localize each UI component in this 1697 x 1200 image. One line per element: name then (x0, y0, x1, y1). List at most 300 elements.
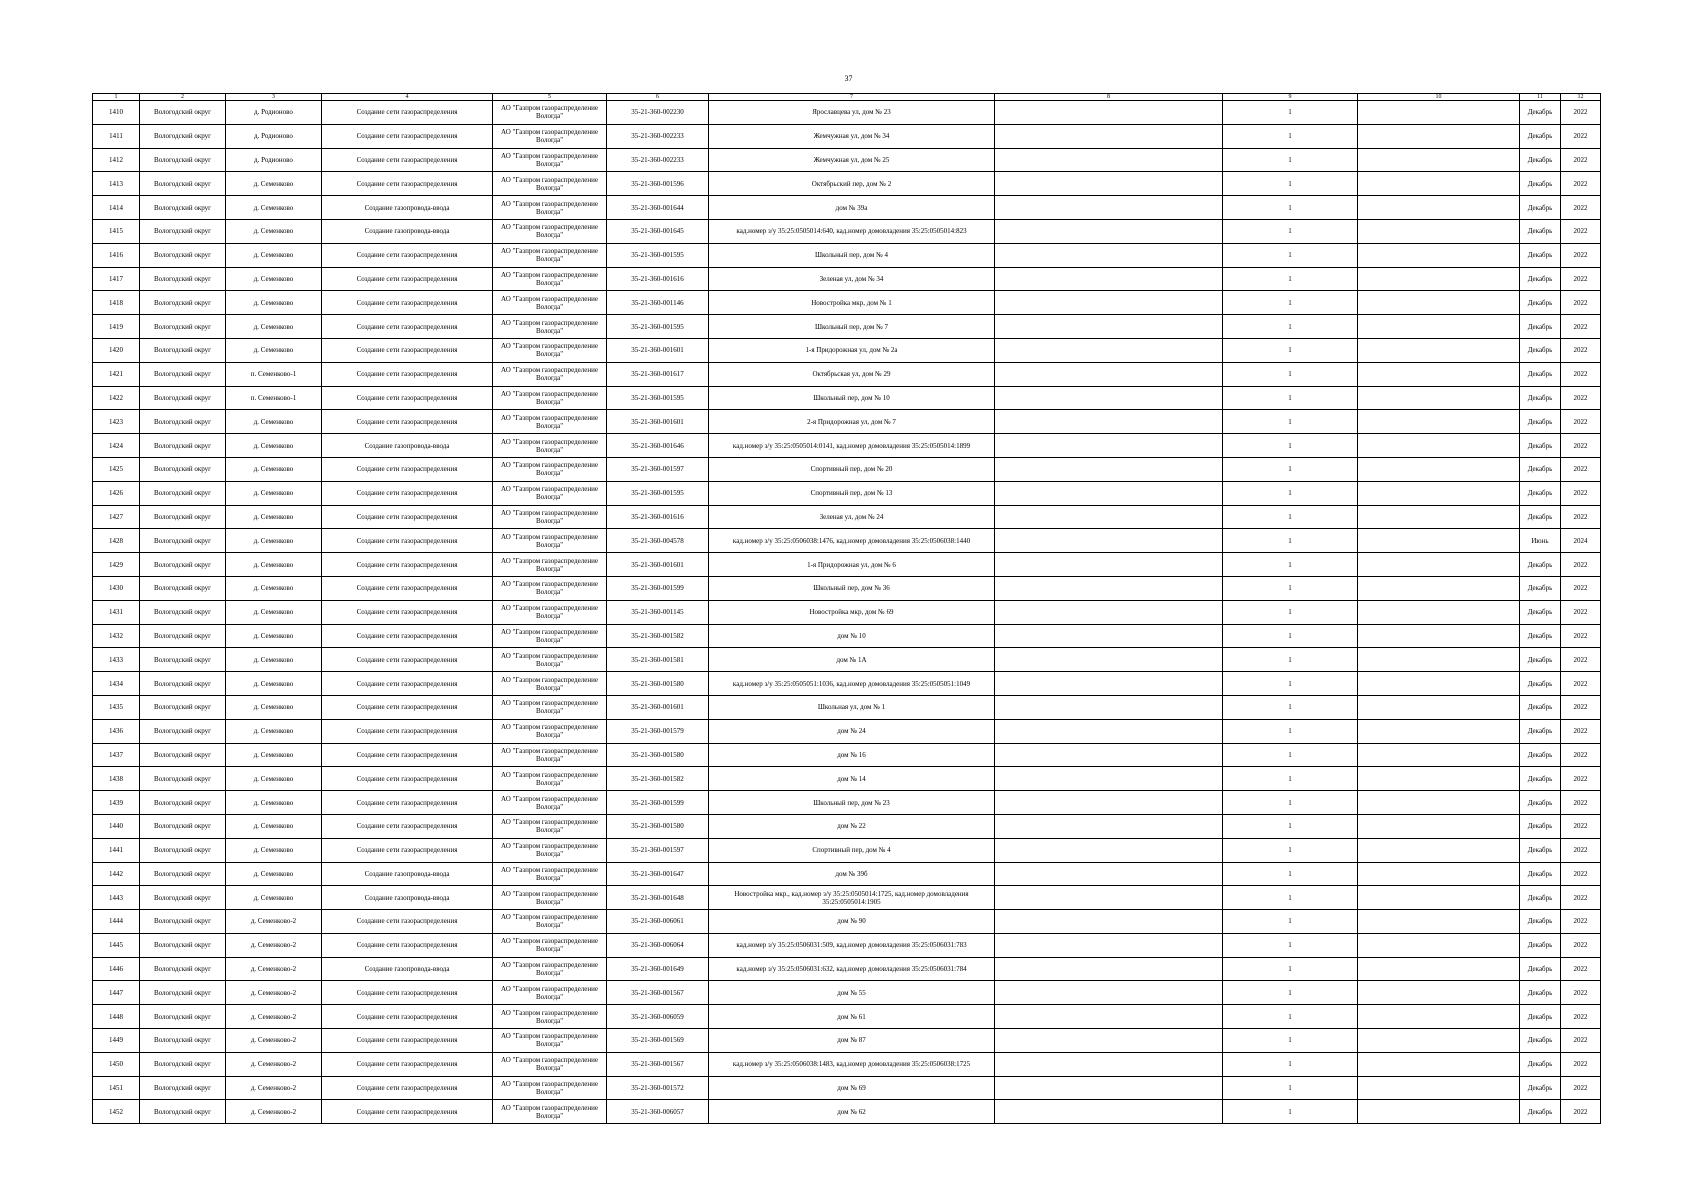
organization-cell: АО "Газпром газораспределение Вологда" (493, 767, 607, 791)
column-10-cell (1358, 767, 1520, 791)
quantity-cell: 1 (1223, 148, 1358, 172)
settlement-cell: д. Семенково (226, 672, 322, 696)
address-cell: Ярославцева ул, дом № 23 (709, 101, 995, 125)
column-number-10: 10 (1358, 94, 1520, 101)
column-number-5: 5 (493, 94, 607, 101)
table-row (93, 910, 1601, 934)
month-cell: Июнь (1520, 529, 1561, 553)
column-10-cell (1358, 124, 1520, 148)
settlement-cell: д. Семенково-2 (226, 1076, 322, 1100)
month-cell: Декабрь (1520, 933, 1561, 957)
row-number: 1436 (93, 719, 140, 743)
organization-cell: АО "Газпром газораспределение Вологда" (493, 1076, 607, 1100)
month-cell: Декабрь (1520, 672, 1561, 696)
month-cell: Декабрь (1520, 457, 1561, 481)
quantity-cell: 1 (1223, 553, 1358, 577)
table-row (93, 124, 1601, 148)
settlement-cell: д. Родионово (226, 124, 322, 148)
work-type-cell: Создание сети газораспределения (322, 933, 493, 957)
address-cell: дом № 55 (709, 981, 995, 1005)
settlement-cell: д. Семенково-2 (226, 981, 322, 1005)
table-row (93, 576, 1601, 600)
settlement-cell: д. Семенково (226, 767, 322, 791)
address-cell: Школьный пер, дом № 36 (709, 576, 995, 600)
column-8-cell (995, 529, 1223, 553)
month-cell: Декабрь (1520, 957, 1561, 981)
district-cell: Вологодский округ (140, 267, 226, 291)
settlement-cell: д. Родионово (226, 148, 322, 172)
row-number: 1414 (93, 196, 140, 220)
district-cell: Вологодский округ (140, 814, 226, 838)
column-10-cell (1358, 148, 1520, 172)
organization-cell: АО "Газпром газораспределение Вологда" (493, 148, 607, 172)
organization-cell: АО "Газпром газораспределение Вологда" (493, 719, 607, 743)
object-code-cell: 35-21-360-001581 (607, 648, 709, 672)
work-type-cell: Создание сети газораспределения (322, 172, 493, 196)
organization-cell: АО "Газпром газораспределение Вологда" (493, 291, 607, 315)
district-cell: Вологодский округ (140, 933, 226, 957)
organization-cell: АО "Газпром газораспределение Вологда" (493, 886, 607, 910)
column-8-cell (995, 505, 1223, 529)
quantity-cell: 1 (1223, 101, 1358, 125)
column-10-cell (1358, 933, 1520, 957)
work-type-cell: Создание сети газораспределения (322, 695, 493, 719)
year-cell: 2022 (1561, 196, 1601, 220)
column-8-cell (995, 886, 1223, 910)
column-8-cell (995, 624, 1223, 648)
column-8-cell (995, 457, 1223, 481)
district-cell: Вологодский округ (140, 719, 226, 743)
address-cell: Новостройка мкр, дом № 1 (709, 291, 995, 315)
district-cell: Вологодский округ (140, 576, 226, 600)
column-10-cell (1358, 743, 1520, 767)
district-cell: Вологодский округ (140, 148, 226, 172)
year-cell: 2022 (1561, 410, 1601, 434)
address-cell: Октябрьский пер, дом № 2 (709, 172, 995, 196)
column-8-cell (995, 124, 1223, 148)
work-type-cell: Создание сети газораспределения (322, 481, 493, 505)
settlement-cell: д. Семенково-2 (226, 933, 322, 957)
month-cell: Декабрь (1520, 910, 1561, 934)
month-cell: Декабрь (1520, 267, 1561, 291)
object-code-cell: 35-21-360-001645 (607, 219, 709, 243)
table-row (93, 481, 1601, 505)
column-8-cell (995, 743, 1223, 767)
object-code-cell: 35-21-360-001595 (607, 386, 709, 410)
table-row (93, 933, 1601, 957)
work-type-cell: Создание газопровода-ввода (322, 196, 493, 220)
district-cell: Вологодский округ (140, 101, 226, 125)
column-number-6: 6 (607, 94, 709, 101)
work-type-cell: Создание сети газораспределения (322, 1076, 493, 1100)
district-cell: Вологодский округ (140, 315, 226, 339)
settlement-cell: д. Семенково-2 (226, 910, 322, 934)
table-body (93, 101, 1601, 1124)
settlement-cell: д. Семенково (226, 600, 322, 624)
row-number: 1423 (93, 410, 140, 434)
object-code-cell: 35-21-360-001595 (607, 315, 709, 339)
row-number: 1418 (93, 291, 140, 315)
row-number: 1422 (93, 386, 140, 410)
column-8-cell (995, 1052, 1223, 1076)
year-cell: 2022 (1561, 362, 1601, 386)
address-cell: дом № 14 (709, 767, 995, 791)
column-number-11: 11 (1520, 94, 1561, 101)
work-type-cell: Создание сети газораспределения (322, 624, 493, 648)
object-code-cell: 35-21-360-006064 (607, 933, 709, 957)
year-cell: 2022 (1561, 1005, 1601, 1029)
row-number: 1432 (93, 624, 140, 648)
settlement-cell: д. Семенково (226, 814, 322, 838)
table-row (93, 315, 1601, 339)
organization-cell: АО "Газпром газораспределение Вологда" (493, 101, 607, 125)
row-number: 1451 (93, 1076, 140, 1100)
table-row (93, 291, 1601, 315)
quantity-cell: 1 (1223, 315, 1358, 339)
year-cell: 2022 (1561, 457, 1601, 481)
year-cell: 2022 (1561, 1100, 1601, 1124)
object-code-cell: 35-21-360-001601 (607, 695, 709, 719)
work-type-cell: Создание сети газораспределения (322, 1029, 493, 1053)
table-row (93, 1076, 1601, 1100)
row-number: 1433 (93, 648, 140, 672)
district-cell: Вологодский округ (140, 553, 226, 577)
month-cell: Декабрь (1520, 362, 1561, 386)
page-number: 37 (844, 74, 853, 83)
organization-cell: АО "Газпром газораспределение Вологда" (493, 648, 607, 672)
settlement-cell: д. Семенково-2 (226, 1100, 322, 1124)
column-8-cell (995, 243, 1223, 267)
quantity-cell: 1 (1223, 219, 1358, 243)
month-cell: Декабрь (1520, 791, 1561, 815)
column-8-cell (995, 767, 1223, 791)
column-8-cell (995, 434, 1223, 458)
settlement-cell: д. Семенково (226, 410, 322, 434)
column-10-cell (1358, 791, 1520, 815)
table-row (93, 719, 1601, 743)
address-cell: Жемчужная ул, дом № 25 (709, 148, 995, 172)
district-cell: Вологодский округ (140, 1052, 226, 1076)
row-number: 1443 (93, 886, 140, 910)
quantity-cell: 1 (1223, 814, 1358, 838)
work-type-cell: Создание сети газораспределения (322, 148, 493, 172)
table-row (93, 410, 1601, 434)
column-8-cell (995, 695, 1223, 719)
year-cell: 2022 (1561, 291, 1601, 315)
column-8-cell (995, 672, 1223, 696)
settlement-cell: д. Семенково (226, 267, 322, 291)
month-cell: Декабрь (1520, 1029, 1561, 1053)
column-number-row (93, 94, 1601, 101)
row-number: 1440 (93, 814, 140, 838)
district-cell: Вологодский округ (140, 481, 226, 505)
column-10-cell (1358, 338, 1520, 362)
year-cell: 2022 (1561, 386, 1601, 410)
column-10-cell (1358, 886, 1520, 910)
row-number: 1427 (93, 505, 140, 529)
table-row (93, 695, 1601, 719)
district-cell: Вологодский округ (140, 338, 226, 362)
table-row (93, 886, 1601, 910)
row-number: 1411 (93, 124, 140, 148)
table-row (93, 172, 1601, 196)
work-type-cell: Создание сети газораспределения (322, 386, 493, 410)
work-type-cell: Создание сети газораспределения (322, 291, 493, 315)
gas-network-table (92, 93, 1601, 1124)
organization-cell: АО "Газпром газораспределение Вологда" (493, 124, 607, 148)
row-number: 1447 (93, 981, 140, 1005)
column-8-cell (995, 933, 1223, 957)
month-cell: Декабрь (1520, 243, 1561, 267)
address-cell: дом № 10 (709, 624, 995, 648)
quantity-cell: 1 (1223, 933, 1358, 957)
table-row (93, 338, 1601, 362)
month-cell: Декабрь (1520, 981, 1561, 1005)
quantity-cell: 1 (1223, 767, 1358, 791)
district-cell: Вологодский округ (140, 648, 226, 672)
quantity-cell: 1 (1223, 457, 1358, 481)
row-number: 1426 (93, 481, 140, 505)
table-row (93, 196, 1601, 220)
table-row (93, 648, 1601, 672)
month-cell: Декабрь (1520, 1052, 1561, 1076)
table-row (93, 1052, 1601, 1076)
address-cell: дом № 39б (709, 862, 995, 886)
table-row (93, 672, 1601, 696)
quantity-cell: 1 (1223, 838, 1358, 862)
district-cell: Вологодский округ (140, 243, 226, 267)
organization-cell: АО "Газпром газораспределение Вологда" (493, 1005, 607, 1029)
object-code-cell: 35-21-360-006061 (607, 910, 709, 934)
year-cell: 2022 (1561, 862, 1601, 886)
quantity-cell: 1 (1223, 957, 1358, 981)
settlement-cell: д. Семенково (226, 529, 322, 553)
column-10-cell (1358, 410, 1520, 434)
column-8-cell (995, 553, 1223, 577)
column-number-3: 3 (226, 94, 322, 101)
object-code-cell: 35-21-360-001579 (607, 719, 709, 743)
quantity-cell: 1 (1223, 410, 1358, 434)
table-row (93, 148, 1601, 172)
work-type-cell: Создание сети газораспределения (322, 576, 493, 600)
column-8-cell (995, 172, 1223, 196)
column-number-9: 9 (1223, 94, 1358, 101)
column-10-cell (1358, 862, 1520, 886)
work-type-cell: Создание газопровода-ввода (322, 957, 493, 981)
address-cell: 1-я Придорожная ул, дом № 2а (709, 338, 995, 362)
column-8-cell (995, 1005, 1223, 1029)
column-8-cell (995, 386, 1223, 410)
column-10-cell (1358, 529, 1520, 553)
address-cell: дом № 16 (709, 743, 995, 767)
column-number-8: 8 (995, 94, 1223, 101)
column-10-cell (1358, 838, 1520, 862)
year-cell: 2022 (1561, 124, 1601, 148)
settlement-cell: д. Семенково (226, 624, 322, 648)
object-code-cell: 35-21-360-002233 (607, 148, 709, 172)
year-cell: 2022 (1561, 910, 1601, 934)
month-cell: Декабрь (1520, 386, 1561, 410)
address-cell: Школьный пер, дом № 7 (709, 315, 995, 339)
organization-cell: АО "Газпром газораспределение Вологда" (493, 434, 607, 458)
month-cell: Декабрь (1520, 767, 1561, 791)
object-code-cell: 35-21-360-001582 (607, 624, 709, 648)
organization-cell: АО "Газпром газораспределение Вологда" (493, 1052, 607, 1076)
settlement-cell: д. Семенково (226, 862, 322, 886)
organization-cell: АО "Газпром газораспределение Вологда" (493, 338, 607, 362)
quantity-cell: 1 (1223, 862, 1358, 886)
district-cell: Вологодский округ (140, 910, 226, 934)
object-code-cell: 35-21-360-001616 (607, 505, 709, 529)
table-row (93, 553, 1601, 577)
object-code-cell: 35-21-360-001599 (607, 791, 709, 815)
column-8-cell (995, 648, 1223, 672)
district-cell: Вологодский округ (140, 1076, 226, 1100)
object-code-cell: 35-21-360-001649 (607, 957, 709, 981)
district-cell: Вологодский округ (140, 529, 226, 553)
year-cell: 2022 (1561, 243, 1601, 267)
month-cell: Декабрь (1520, 553, 1561, 577)
column-10-cell (1358, 481, 1520, 505)
month-cell: Декабрь (1520, 1005, 1561, 1029)
year-cell: 2024 (1561, 529, 1601, 553)
quantity-cell: 1 (1223, 1052, 1358, 1076)
quantity-cell: 1 (1223, 196, 1358, 220)
table-row (93, 862, 1601, 886)
organization-cell: АО "Газпром газораспределение Вологда" (493, 624, 607, 648)
table-row (93, 386, 1601, 410)
organization-cell: АО "Газпром газораспределение Вологда" (493, 862, 607, 886)
organization-cell: АО "Газпром газораспределение Вологда" (493, 410, 607, 434)
column-10-cell (1358, 957, 1520, 981)
quantity-cell: 1 (1223, 1100, 1358, 1124)
organization-cell: АО "Газпром газораспределение Вологда" (493, 743, 607, 767)
settlement-cell: д. Семенково-2 (226, 1005, 322, 1029)
column-10-cell (1358, 1100, 1520, 1124)
settlement-cell: д. Семенково (226, 553, 322, 577)
settlement-cell: д. Семенково (226, 791, 322, 815)
settlement-cell: д. Семенково (226, 886, 322, 910)
year-cell: 2022 (1561, 315, 1601, 339)
row-number: 1437 (93, 743, 140, 767)
row-number: 1441 (93, 838, 140, 862)
address-cell: Новостройка мкр, дом № 69 (709, 600, 995, 624)
year-cell: 2022 (1561, 767, 1601, 791)
organization-cell: АО "Газпром газораспределение Вологда" (493, 362, 607, 386)
column-8-cell (995, 267, 1223, 291)
column-number-2: 2 (140, 94, 226, 101)
month-cell: Декабрь (1520, 505, 1561, 529)
column-10-cell (1358, 315, 1520, 339)
column-10-cell (1358, 101, 1520, 125)
column-number-1: 1 (93, 94, 140, 101)
settlement-cell: д. Семенково (226, 648, 322, 672)
object-code-cell: 35-21-360-001648 (607, 886, 709, 910)
organization-cell: АО "Газпром газораспределение Вологда" (493, 910, 607, 934)
settlement-cell: д. Семенково (226, 576, 322, 600)
year-cell: 2022 (1561, 814, 1601, 838)
object-code-cell: 35-21-360-001580 (607, 814, 709, 838)
table-row (93, 814, 1601, 838)
organization-cell: АО "Газпром газораспределение Вологда" (493, 386, 607, 410)
column-8-cell (995, 1029, 1223, 1053)
organization-cell: АО "Газпром газораспределение Вологда" (493, 1029, 607, 1053)
year-cell: 2022 (1561, 695, 1601, 719)
month-cell: Декабрь (1520, 1076, 1561, 1100)
month-cell: Декабрь (1520, 410, 1561, 434)
row-number: 1439 (93, 791, 140, 815)
row-number: 1429 (93, 553, 140, 577)
settlement-cell: д. Семенково (226, 505, 322, 529)
settlement-cell: д. Семенково (226, 457, 322, 481)
work-type-cell: Создание сети газораспределения (322, 267, 493, 291)
column-8-cell (995, 719, 1223, 743)
table-row (93, 791, 1601, 815)
work-type-cell: Создание сети газораспределения (322, 767, 493, 791)
column-10-cell (1358, 600, 1520, 624)
year-cell: 2022 (1561, 981, 1601, 1005)
column-10-cell (1358, 1076, 1520, 1100)
row-number: 1448 (93, 1005, 140, 1029)
column-10-cell (1358, 243, 1520, 267)
object-code-cell: 35-21-360-001601 (607, 410, 709, 434)
district-cell: Вологодский округ (140, 981, 226, 1005)
year-cell: 2022 (1561, 1052, 1601, 1076)
year-cell: 2022 (1561, 838, 1601, 862)
settlement-cell: д. Семенково (226, 291, 322, 315)
work-type-cell: Создание сети газораспределения (322, 243, 493, 267)
address-cell: Школьный пер, дом № 23 (709, 791, 995, 815)
month-cell: Декабрь (1520, 695, 1561, 719)
organization-cell: АО "Газпром газораспределение Вологда" (493, 315, 607, 339)
work-type-cell: Создание сети газораспределения (322, 101, 493, 125)
month-cell: Декабрь (1520, 624, 1561, 648)
settlement-cell: д. Родионово (226, 101, 322, 125)
work-type-cell: Создание газопровода-ввода (322, 434, 493, 458)
settlement-cell: д. Семенково (226, 172, 322, 196)
table-row (93, 624, 1601, 648)
object-code-cell: 35-21-360-001572 (607, 1076, 709, 1100)
column-number-12: 12 (1561, 94, 1601, 101)
object-code-cell: 35-21-360-001647 (607, 862, 709, 886)
column-number-7: 7 (709, 94, 995, 101)
object-code-cell: 35-21-360-001601 (607, 338, 709, 362)
year-cell: 2022 (1561, 338, 1601, 362)
year-cell: 2022 (1561, 648, 1601, 672)
row-number: 1425 (93, 457, 140, 481)
object-code-cell: 35-21-360-006057 (607, 1100, 709, 1124)
year-cell: 2022 (1561, 791, 1601, 815)
month-cell: Декабрь (1520, 338, 1561, 362)
quantity-cell: 1 (1223, 267, 1358, 291)
year-cell: 2022 (1561, 957, 1601, 981)
object-code-cell: 35-21-360-001616 (607, 267, 709, 291)
column-10-cell (1358, 814, 1520, 838)
district-cell: Вологодский округ (140, 410, 226, 434)
column-10-cell (1358, 576, 1520, 600)
district-cell: Вологодский округ (140, 1100, 226, 1124)
district-cell: Вологодский округ (140, 862, 226, 886)
work-type-cell: Создание сети газораспределения (322, 1052, 493, 1076)
settlement-cell: д. Семенково-2 (226, 957, 322, 981)
address-cell: дом № 61 (709, 1005, 995, 1029)
column-10-cell (1358, 553, 1520, 577)
quantity-cell: 1 (1223, 600, 1358, 624)
address-cell: Школьный пер, дом № 10 (709, 386, 995, 410)
quantity-cell: 1 (1223, 672, 1358, 696)
year-cell: 2022 (1561, 481, 1601, 505)
work-type-cell: Создание сети газораспределения (322, 672, 493, 696)
